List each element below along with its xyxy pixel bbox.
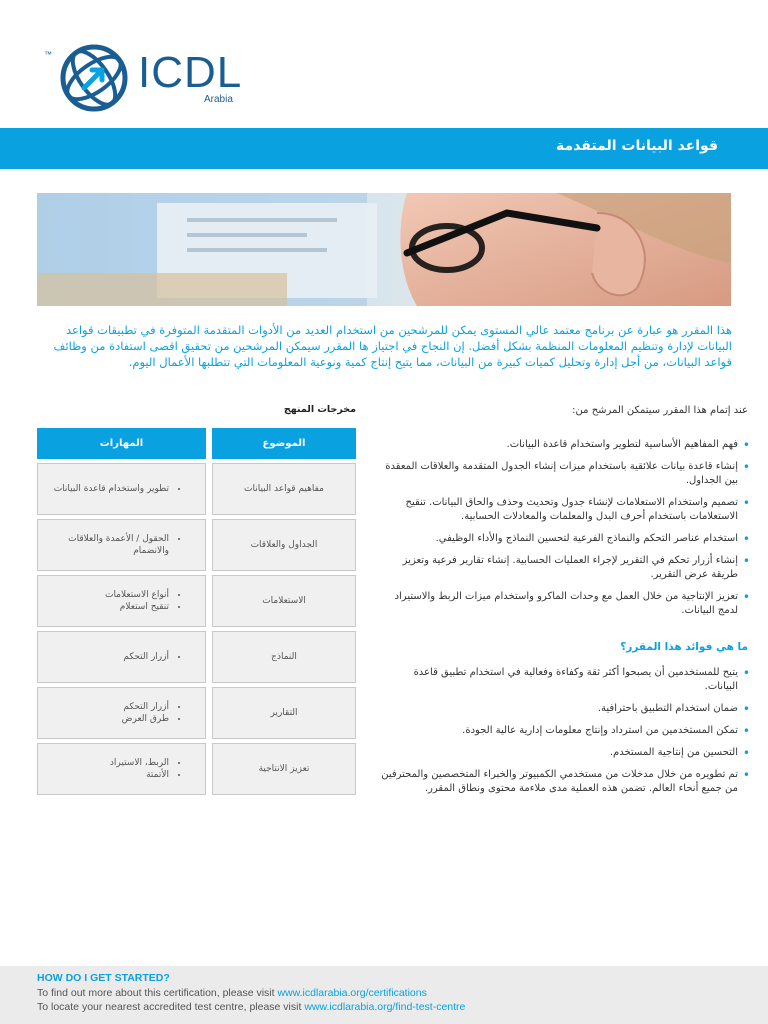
benefit-item: • يتيح للمستخدمين أن يصبحوا أكثر ثقة وكفاءة وفعالية في استخدام تطبيق قاعدة البيانات.: [372, 666, 738, 694]
test-centre-link[interactable]: www.icdlarabia.org/find-test-centre: [304, 1001, 466, 1013]
table-row: [37, 519, 356, 571]
footer-text: To locate your nearest accredited test centre, please visit: [37, 1001, 305, 1013]
title-bar: [0, 128, 768, 169]
benefit-item: • التحسين من إنتاجية المستخدم.: [372, 746, 738, 760]
skill-item: • أنواع الاستعلامات: [38, 589, 169, 601]
skills-cell: [37, 687, 206, 739]
objective-item: • تعزيز الإنتاجية من خلال العمل مع وحدات الماكرو واستخدام ميزات الربط والاستيراد لدمج البيانات.: [372, 590, 738, 618]
benefit-item: • ضمان استخدام التطبيق باحترافية.: [372, 702, 738, 716]
table-row: [37, 575, 356, 627]
trademark-mark: ™: [44, 50, 52, 59]
skill-item: • الأتمتة: [38, 769, 169, 781]
skills-cell: [37, 631, 206, 683]
benefit-item: • تم تطويره من خلال مدخلات من مستخدمي الكمبيوتر والخبراء المتخصصين والمحترفين من جميع أنحاء العالم. تضمن هذه العملية مدى ملاءمة محتوى ونطاق المقرر.: [372, 768, 738, 796]
skills-cell: [37, 575, 206, 627]
table-row: [37, 631, 356, 683]
brand-name: ICDL: [138, 48, 243, 97]
certifications-link[interactable]: www.icdlarabia.org/certifications: [277, 987, 427, 999]
outcomes-heading: مخرجات المنهج: [283, 404, 356, 415]
table-header: [37, 428, 356, 459]
benefit-item: • تمكن المستخدمين من استرداد وإنتاج معلومات إدارية عالية الجودة.: [372, 724, 738, 738]
objective-item: • إنشاء أزرار تحكم في التقرير لإجراء العمليات الحسابية. إنشاء تقارير فرعية وتعزيز طريقة عرض التقرير.: [372, 554, 738, 582]
objective-item: • إنشاء قاعدة بيانات علائقية باستخدام ميزات إنشاء الجدول المتقدمة والعلاقات المعقدة بين الجداول.: [372, 460, 738, 488]
table-row: [37, 687, 356, 739]
topic-cell: مفاهيم قواعد البيانات: [212, 463, 356, 515]
objective-item: • فهم المفاهيم الأساسية لتطوير واستخدام قاعدة البيانات.: [372, 438, 738, 452]
globe-arrow-icon: [58, 42, 130, 114]
hero-image: [37, 193, 731, 306]
topic-cell: النماذج: [212, 631, 356, 683]
skill-item: • تطوير واستخدام قاعدة البيانات: [38, 483, 169, 495]
topic-cell: تعزيز الانتاجية: [212, 743, 356, 795]
table-row: [37, 743, 356, 795]
footer: [0, 966, 768, 1024]
objectives-column: [372, 404, 758, 804]
footer-line-test-centre: [37, 1000, 768, 1014]
objective-item: • استخدام عناصر التحكم والنماذج الفرعية لتحسين النماذج والأداء الوظيفي.: [372, 532, 738, 546]
skill-item: • الحقول / الأعمدة والعلاقات والانضمام: [38, 533, 169, 557]
col-topic-header: الموضوع: [212, 428, 356, 459]
benefits-list: [372, 666, 758, 796]
person-at-screen-illustration: [37, 193, 731, 306]
skill-item: • طرق العرض: [38, 713, 169, 725]
brand-region: Arabia: [204, 94, 233, 105]
intro-paragraph: هذا المقرر هو عبارة عن برنامج معتمد عالي المستوى يمكن للمرشحين من استخدام العديد من الأدوات المتقدمة المتوفرة في تطبيقات قواعد البيانات لإدارة وتنظيم المعلومات المنظمة بشكل أفضل. إن النجاح في اجتياز ها المقرر سيمكن المرشحين من تحقيق اقصى استفادة من وظائف قواعد البيانات، من أجل إدارة وتحليل كميات كبيرة من البيانات، مما يتيح إنتاج كمية ونوعية المعلومات التي تتطلبها الأعمال اليوم.: [53, 323, 732, 369]
page-title: قواعد البيانات المتقدمة: [556, 138, 718, 154]
skill-item: • أزرار التحكم: [38, 701, 169, 713]
skill-item: • تنقيح استعلام: [38, 601, 169, 613]
objective-item: • تصميم واستخدام الاستعلامات لإنشاء جدول وتحديث وحذف والحاق البيانات. تنقيح الاستعلامات باستخدام أحرف البدل والمعلمات والمعادلات الحسابية.: [372, 496, 738, 524]
skills-cell: [37, 743, 206, 795]
objectives-list: [372, 438, 758, 618]
skills-cell: [37, 519, 206, 571]
icdl-logo: [44, 42, 244, 112]
topic-cell: الاستعلامات: [212, 575, 356, 627]
skill-item: • أزرار التحكم: [38, 651, 169, 663]
footer-text: To find out more about this certification, please visit: [37, 987, 278, 999]
footer-title: HOW DO I GET STARTED?: [37, 972, 170, 984]
footer-line-certifications: [37, 986, 768, 1000]
topic-cell: الجداول والعلاقات: [212, 519, 356, 571]
skills-cell: [37, 463, 206, 515]
skill-item: • الربط، الاستيراد: [38, 757, 169, 769]
topic-cell: التقارير: [212, 687, 356, 739]
benefits-heading: ما هي فوائد هذا المقرر؟: [620, 641, 748, 653]
objectives-lead: عند إتمام هذا المقرر سيتمكن المرشح من:: [572, 405, 748, 416]
col-skills-header: المهارات: [37, 428, 206, 459]
outcomes-table: [37, 428, 356, 795]
table-row: [37, 463, 356, 515]
